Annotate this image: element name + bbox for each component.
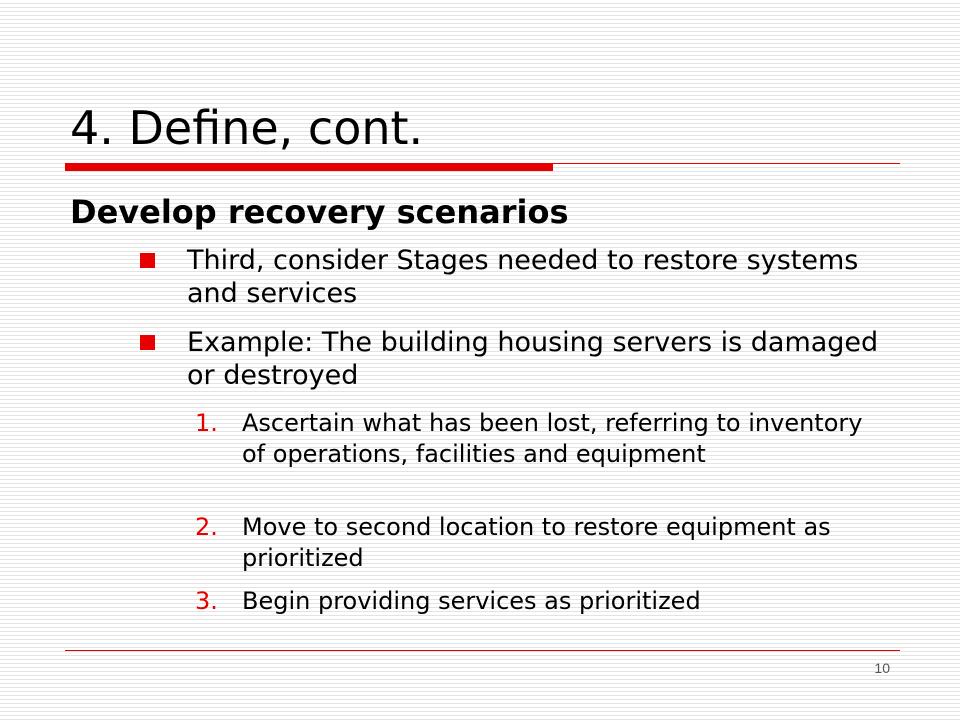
step-number: 2.	[195, 513, 218, 541]
square-bullet-icon	[140, 253, 155, 268]
footer-rule	[65, 650, 900, 651]
square-bullet-icon	[140, 335, 155, 350]
title-underline-thin	[553, 163, 900, 164]
step-number: 1.	[195, 409, 218, 437]
slide-title: 4. Define, cont.	[70, 101, 424, 155]
step-text: Move to second location to restore equipment as prioritized	[242, 513, 831, 572]
page-number: 10	[874, 660, 890, 676]
bullet-text: Third, consider Stages needed to restore systems and services	[187, 245, 859, 309]
section-heading: Develop recovery scenarios	[70, 193, 569, 231]
bullet-text: Example: The building housing servers is damaged or destroyed	[187, 327, 879, 391]
step-text: Ascertain what has been lost, referring to inventory of operations, facilities and equipment	[242, 409, 863, 468]
step-text: Begin providing services as prioritized	[242, 587, 701, 615]
step-number: 3.	[195, 587, 218, 615]
title-underline-thick	[65, 163, 553, 171]
